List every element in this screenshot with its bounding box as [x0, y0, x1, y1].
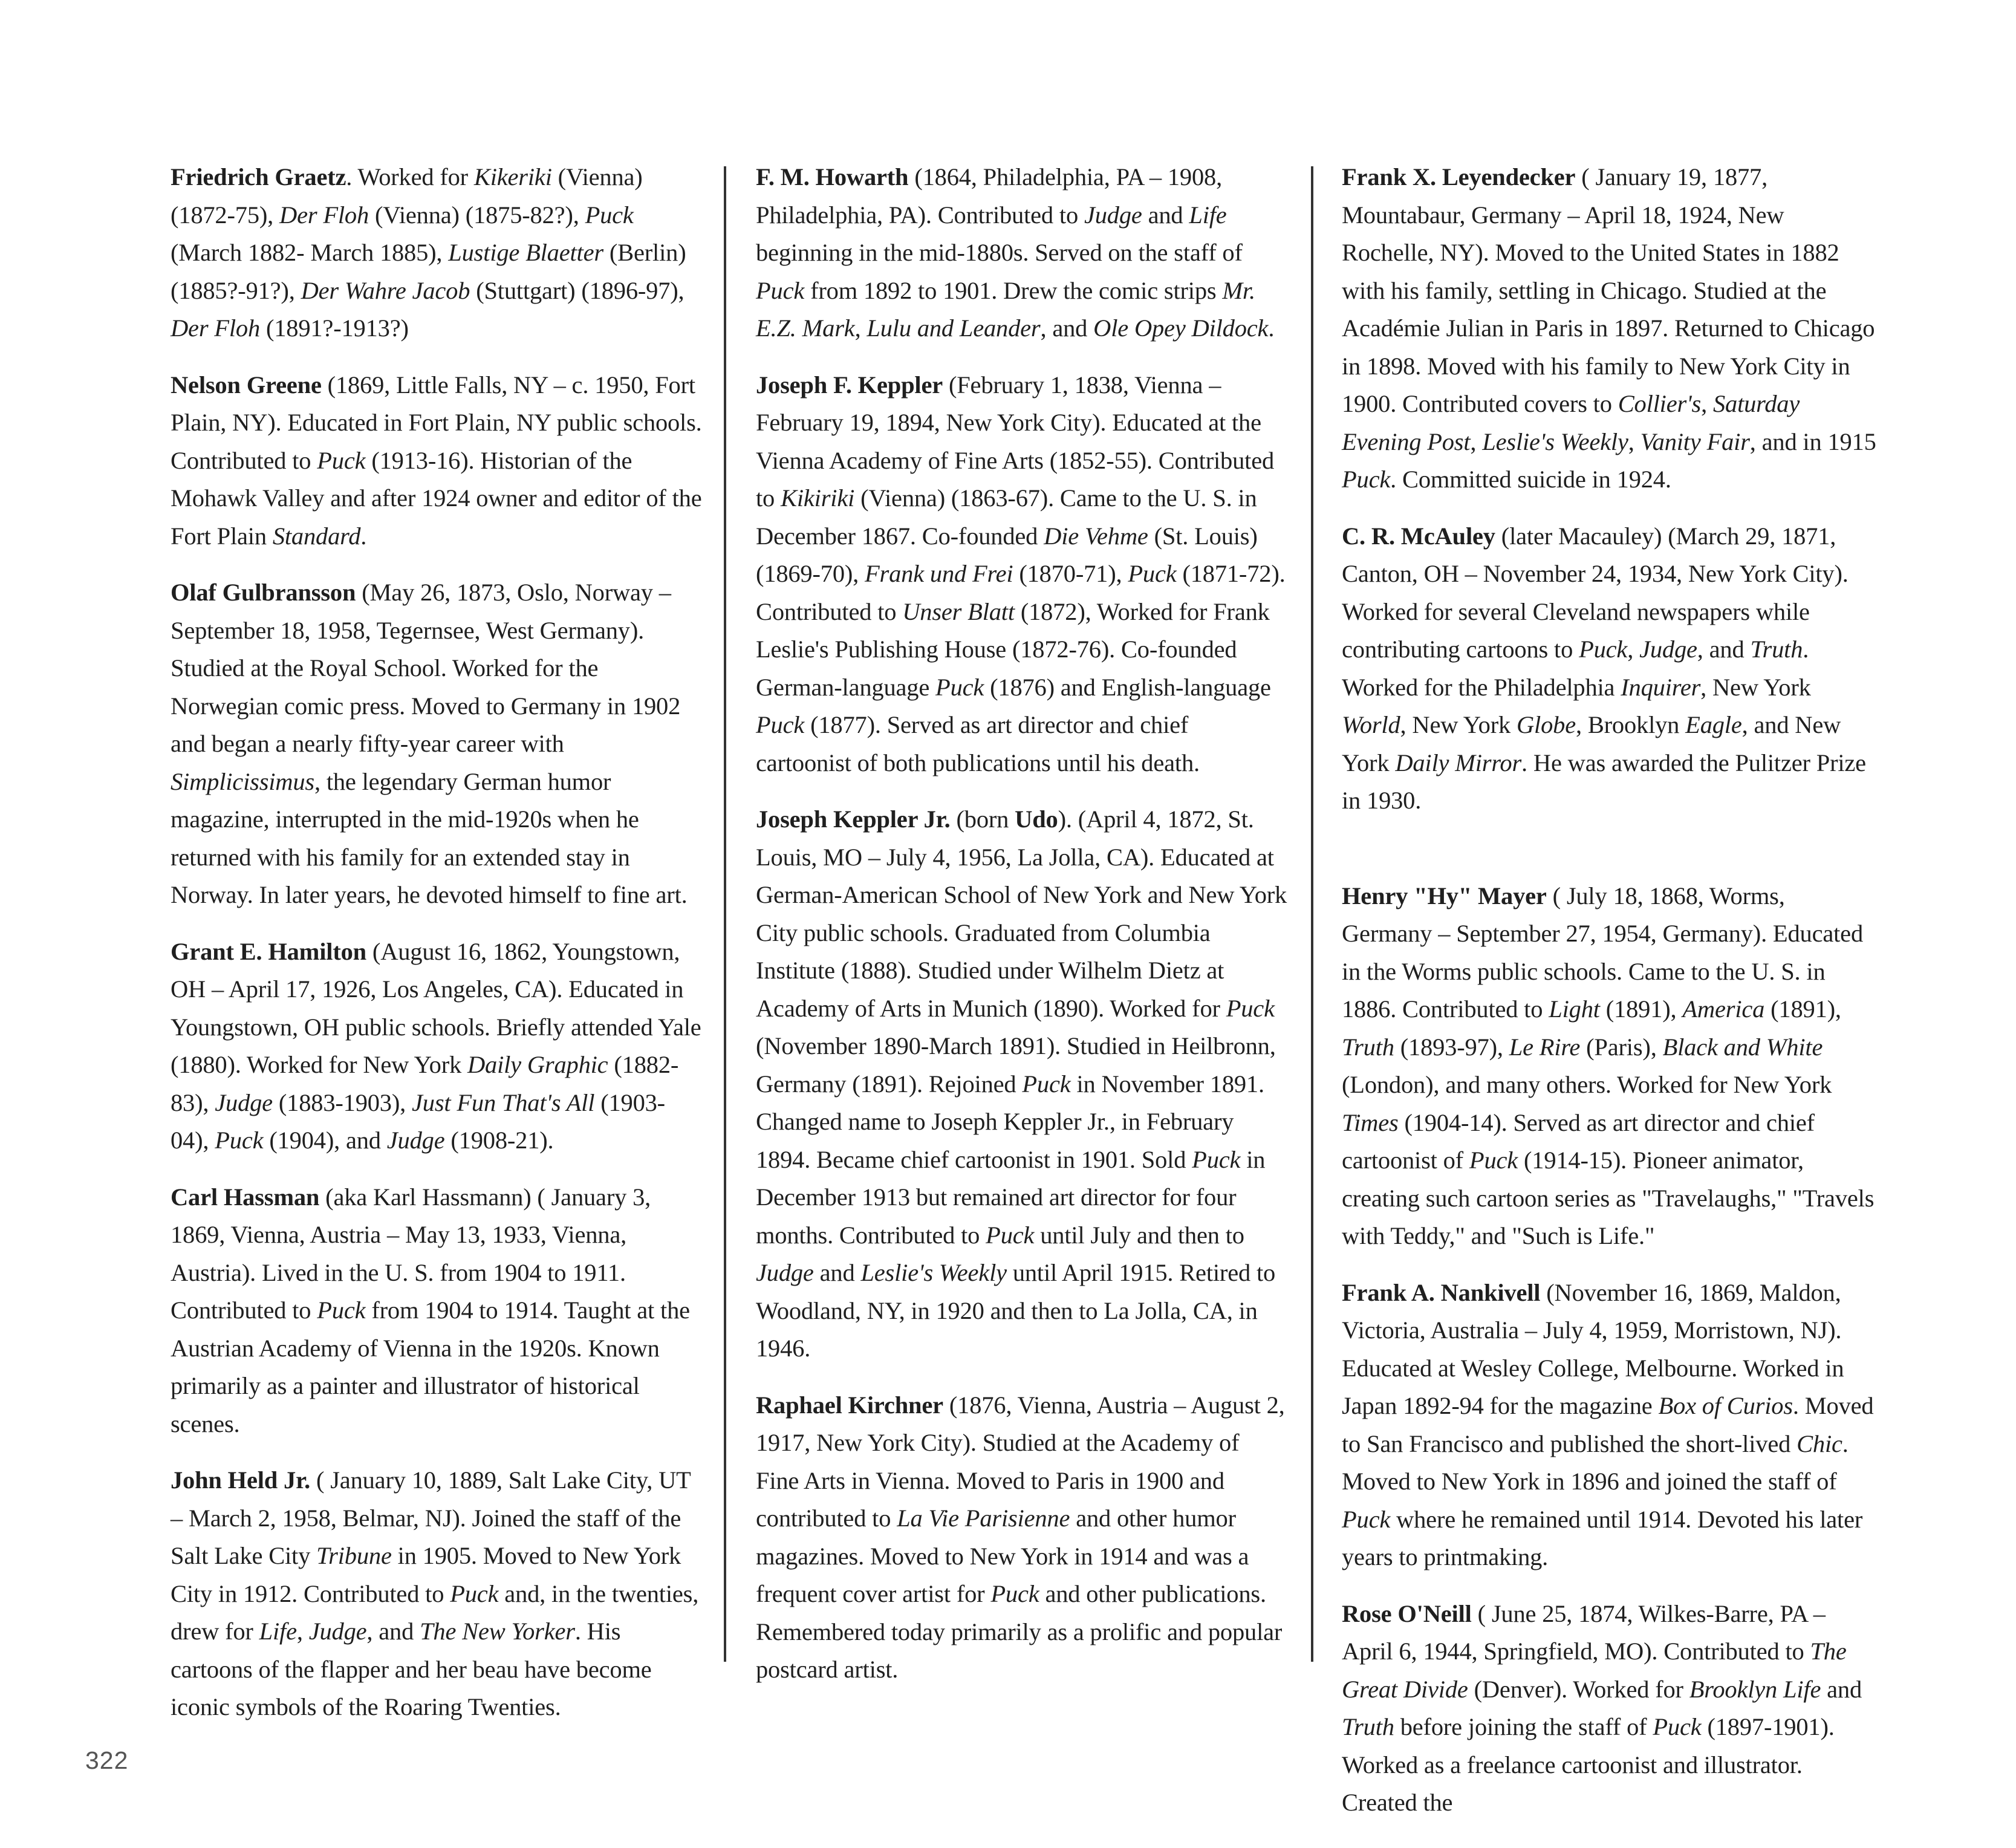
- entry-text: , and: [1040, 314, 1094, 342]
- entry-text: (1876, Vienna, Austria – August 2, 1917, New York City). Studied at the Academy of Fine Arts in Vienna. Moved to Paris in 1900 and contributed to: [756, 1391, 1285, 1532]
- biography-entry: [171, 933, 703, 1160]
- entry-text: ,: [1470, 428, 1483, 455]
- entry-name: Raphael Kirchner: [756, 1391, 943, 1419]
- biography-entry: [756, 801, 1288, 1368]
- biography-entry: [171, 1462, 703, 1726]
- entry-text: (London), and many others. Worked for New York: [1342, 1071, 1832, 1098]
- biography-entry: [756, 158, 1288, 348]
- entry-text: , and in 1915: [1749, 428, 1876, 455]
- publication-title: Puck: [1342, 466, 1391, 493]
- publication-title: Puck: [317, 1297, 366, 1324]
- publication-title: Standard: [272, 522, 361, 550]
- entry-text: (Vienna) (1872-75),: [171, 163, 643, 229]
- publication-title: Just Fun That's All: [412, 1088, 595, 1116]
- biography-entry: [756, 1387, 1288, 1689]
- publication-title: La Vie Parisienne: [897, 1505, 1070, 1532]
- entry-name: F. M. Howarth: [756, 163, 909, 190]
- entry-text: (May 26, 1873, Oslo, Norway – September 18, 1958, Tegernsee, West Germany). Studied at the Royal School. Worked for the Norwegian comic press. Moved to Germany in 1902 and began a nearly fifty-year career with: [171, 579, 681, 757]
- publication-title: Brooklyn Life: [1689, 1675, 1821, 1703]
- publication-title: Puck: [1653, 1713, 1702, 1740]
- publication-title: Der Floh: [279, 201, 369, 229]
- entry-text: from 1892 to 1901. Drew the comic strips: [804, 276, 1223, 304]
- entry-text: , New York: [1400, 711, 1517, 738]
- publication-title: Puck: [1022, 1070, 1071, 1098]
- entry-text: (1914-15). Pioneer animator, creating such cartoon series as "Travelaughs," "Travels with Teddy," and "Such is Life.": [1342, 1147, 1875, 1249]
- publication-title: America: [1682, 995, 1765, 1023]
- entry-text: .: [360, 522, 367, 550]
- publication-title: Black and White: [1662, 1033, 1823, 1061]
- entry-text: ( January 19, 1877, Mountabaur, Germany – April 18, 1924, New Rochelle, NY). Moved to the United States in 1882 with his family, settling in Chicago. Studied at the Académie Julian in Paris in 1897. Returned to Chicago in 1898. Moved with his family to New York City in 1900. Contributed covers to: [1342, 163, 1875, 417]
- entry-text: (1904-14). Served as art director and chief cartoonist of: [1342, 1108, 1815, 1174]
- text-column-1: [171, 158, 703, 1745]
- publication-title: Die Vehme: [1044, 522, 1148, 550]
- entry-text: until July and then to: [1034, 1221, 1244, 1249]
- entry-text: (Vienna) (1875-82?),: [369, 201, 585, 229]
- entry-text: ,: [1701, 390, 1713, 417]
- entry-text: (Stuttgart) (1896-97),: [470, 276, 684, 304]
- biography-entry: [171, 366, 703, 556]
- entry-text: (February 1, 1838, Vienna – February 19, 1894, New York City). Educated at the Vienna Academy of Fine Arts (1852-55). Contributed to: [756, 371, 1275, 512]
- entry-text: and other publications. Remembered today primarily as a prolific and popular postcard artist.: [756, 1580, 1283, 1683]
- entry-text: (November 1890-March 1891). Studied in Heilbronn, Germany (1891). Rejoined: [756, 1032, 1276, 1098]
- publication-title: Daily Graphic: [467, 1051, 608, 1078]
- entry-text: ,: [1627, 636, 1640, 663]
- publication-title: Puck: [1342, 1505, 1391, 1533]
- entry-text: , and: [1697, 636, 1751, 663]
- entry-text: ,: [854, 314, 867, 342]
- entry-text: and: [813, 1259, 861, 1286]
- entry-text: (1876) and English-language: [984, 673, 1271, 701]
- biography-entry: [1342, 1595, 1877, 1822]
- entry-text: ( July 18, 1868, Worms, Germany – September 27, 1954, Germany). Educated in the Worms public schools. Came to the U. S. in 1886. Contributed to: [1342, 882, 1864, 1023]
- entry-text: ( June 25, 1874, Wilkes-Barre, PA – April 6, 1944, Springfield, MO). Contributed to: [1342, 1599, 1826, 1665]
- publication-title: Leslie's Weekly: [860, 1259, 1007, 1286]
- publication-title: Collier's: [1618, 390, 1702, 417]
- entry-text: (Berlin) (1885?-91?),: [171, 239, 686, 304]
- page-number: 322: [85, 1746, 129, 1774]
- biography-entry: [1342, 839, 1877, 1255]
- publication-title: Life: [259, 1618, 297, 1645]
- entry-text: (St. Louis) (1869-70),: [756, 522, 1258, 587]
- entry-name: Joseph F. Keppler: [756, 371, 943, 399]
- publication-title: Unser Blatt: [902, 597, 1015, 625]
- entry-text: (1891),: [1764, 995, 1841, 1023]
- entry-text: before joining the staff of: [1394, 1713, 1653, 1740]
- text-column-2: [756, 158, 1288, 1708]
- entry-text: ). (April 4, 1872, St. Louis, MO – July 4, 1956, La Jolla, CA). Educated at German-American School of New York and New York City public schools. Graduated from Columbia Institute (1888). Studied under Wilhelm Dietz at Academy of Arts in Munich (1890). Worked for: [756, 805, 1287, 1022]
- paragraph-spacer: [1342, 839, 1877, 877]
- publication-title: The Great Divide: [1342, 1638, 1847, 1703]
- biography-entry: [171, 158, 703, 348]
- entry-text: (Denver). Worked for: [1468, 1675, 1689, 1703]
- entry-name: Henry "Hy" Mayer: [1342, 882, 1547, 909]
- publication-title: Truth: [1342, 1033, 1394, 1061]
- entry-text: and: [1142, 201, 1189, 229]
- publication-title: Life: [1189, 201, 1227, 229]
- publication-title: Puck: [1128, 560, 1177, 587]
- entry-text: where he remained until 1914. Devoted his later years to printmaking.: [1342, 1505, 1863, 1570]
- biography-entry: [171, 1179, 703, 1443]
- publication-title: Puck: [585, 201, 634, 229]
- publication-title: Judge: [1084, 201, 1142, 229]
- entry-text: . He was awarded the Pulitzer Prize in 1930.: [1342, 749, 1866, 814]
- entry-text: (1871-72). Contributed to: [756, 560, 1286, 625]
- entry-text: . Moved to New York in 1896 and joined the staff of: [1342, 1430, 1849, 1495]
- publication-title: Puck: [986, 1221, 1035, 1249]
- biography-entry: [756, 366, 1288, 782]
- entry-text: (1869, Little Falls, NY – c. 1950, Fort Plain, NY). Educated in Fort Plain, NY public schools. Contributed to: [171, 371, 702, 474]
- publication-title: Judge: [756, 1259, 814, 1286]
- entry-text: (1904), and: [263, 1127, 387, 1154]
- entry-name: Frank A. Nankivell: [1342, 1278, 1541, 1306]
- entry-text: (November 16, 1869, Maldon, Victoria, Australia – July 4, 1959, Morristown, NJ). Educated at Wesley College, Melbourne. Worked in Japan 1892-94 for the magazine: [1342, 1278, 1844, 1419]
- entry-text: (1882-83),: [171, 1051, 679, 1116]
- entry-text: (born: [950, 805, 1015, 833]
- publication-title: Judge: [215, 1088, 273, 1116]
- entry-text: ( January 10, 1889, Salt Lake City, UT – March 2, 1958, Belmar, NJ). Joined the staff of the Salt Lake City: [171, 1466, 691, 1569]
- entry-name: John Held Jr.: [171, 1466, 311, 1494]
- entry-text: .: [1268, 314, 1275, 342]
- publication-title: Puck: [450, 1580, 499, 1607]
- entry-text: (1877). Served as art director and chief cartoonist of both publications until his death.: [756, 711, 1200, 776]
- publication-title: Globe: [1517, 711, 1576, 738]
- entry-text: (1883-1903),: [272, 1088, 412, 1116]
- entry-text: (1893-97),: [1394, 1033, 1509, 1061]
- publication-title: Puck: [756, 276, 805, 304]
- publication-title: Mr. E.Z. Mark: [756, 276, 1255, 342]
- entry-text: in November 1891. Changed name to Joseph Keppler Jr., in February 1894. Became chief cartoonist in 1901. Sold: [756, 1070, 1264, 1173]
- entry-text: . Worked for: [346, 163, 474, 190]
- entry-text: (1913-16). Historian of the Mohawk Valley and after 1924 owner and editor of the Fort Plain: [171, 446, 702, 550]
- biography-entry: [171, 574, 703, 914]
- entry-text: (1903-04),: [171, 1088, 665, 1154]
- entry-name: Joseph Keppler Jr.: [756, 805, 951, 833]
- publication-title: Der Floh: [171, 314, 261, 342]
- publication-title: Eagle: [1685, 711, 1742, 738]
- entry-text: , Brooklyn: [1575, 711, 1686, 738]
- entry-text: and other humor magazines. Moved to New York in 1914 and was a frequent cover artist for: [756, 1505, 1249, 1607]
- publication-title: Ole Opey Dildock: [1093, 314, 1269, 342]
- publication-title: Le Rire: [1509, 1033, 1581, 1061]
- biography-entry: [1342, 518, 1877, 820]
- entry-text: (aka Karl Hassmann) ( January 3, 1869, Vienna, Austria – May 13, 1933, Vienna, Austria). Lived in the U. S. from 1904 to 1911. Contributed to: [171, 1183, 651, 1324]
- publication-title: Vanity Fair: [1640, 428, 1750, 455]
- publication-title: Simplicissimus: [171, 767, 314, 795]
- entry-text: (1870-71),: [1013, 560, 1128, 587]
- entry-text: ,: [296, 1618, 309, 1645]
- entry-text: , and New York: [1342, 711, 1841, 776]
- publication-title: Puck: [317, 446, 366, 474]
- publication-title: Times: [1342, 1108, 1399, 1136]
- publication-title: Judge: [386, 1127, 445, 1154]
- publication-title: Light: [1549, 995, 1600, 1023]
- entry-text: , and: [366, 1618, 420, 1645]
- biography-entry: [1342, 158, 1877, 499]
- publication-title: Judge: [308, 1618, 367, 1645]
- publication-title: Truth: [1750, 636, 1803, 663]
- publication-title: Box of Curios: [1658, 1392, 1793, 1419]
- publication-title: Saturday Evening Post: [1342, 390, 1800, 455]
- biography-entry: [1342, 1274, 1877, 1576]
- column-divider-2: [1311, 166, 1313, 1662]
- publication-title: Chic: [1797, 1430, 1842, 1457]
- entry-text: (Vienna) (1863-67). Came to the U. S. in December 1867. Co-founded: [756, 484, 1257, 550]
- publication-title: Puck: [1192, 1145, 1241, 1173]
- publication-title: The New Yorker: [420, 1618, 575, 1645]
- entry-text: from 1904 to 1914. Taught at the Austrian Academy of Vienna in the 1920s. Known primarily as a painter and illustrator of historical scenes.: [171, 1297, 690, 1437]
- entry-text: (later Macauley) (March 29, 1871, Canton, OH – November 24, 1934, New York City). Worked for several Cleveland newspapers while contributing cartoons to: [1342, 522, 1849, 663]
- entry-text: . Committed suicide in 1924.: [1390, 466, 1671, 493]
- entry-text: and, in the twenties, drew for: [171, 1580, 699, 1645]
- publication-title: Puck: [215, 1127, 264, 1154]
- publication-title: Puck: [990, 1580, 1039, 1607]
- publication-title: Tribune: [316, 1542, 392, 1569]
- publication-title: Judge: [1639, 636, 1697, 663]
- text-column-3: [1342, 158, 1877, 1841]
- entry-text: until April 1915. Retired to Woodland, NY, in 1920 and then to La Jolla, CA, in 1946.: [756, 1259, 1276, 1362]
- entry-text: . His cartoons of the flapper and her beau have become iconic symbols of the Roaring Twenties.: [171, 1618, 652, 1720]
- entry-text: in December 1913 but remained art director for four months. Contributed to: [756, 1145, 1266, 1249]
- entry-text: (March 1882- March 1885),: [171, 239, 449, 266]
- publication-title: Truth: [1342, 1713, 1394, 1740]
- publication-title: Puck: [1226, 994, 1275, 1022]
- entry-text: , the legendary German humor magazine, interrupted in the mid-1920s when he returned with his family for an extended stay in Norway. In later years, he devoted himself to fine art.: [171, 767, 688, 908]
- entry-text: beginning in the mid-1880s. Served on the staff of: [756, 239, 1243, 266]
- entry-text: (Paris),: [1580, 1033, 1663, 1061]
- entry-name: Rose O'Neill: [1342, 1599, 1472, 1627]
- publication-title: Kikeriki: [473, 163, 552, 190]
- entry-text: in 1905. Moved to New York City in 1912. Contributed to: [171, 1542, 681, 1607]
- entry-text: . Moved to San Francisco and published the short-lived: [1342, 1392, 1874, 1457]
- entry-name: Frank X. Leyendecker: [1342, 163, 1576, 190]
- entry-name: Grant E. Hamilton: [171, 937, 366, 965]
- entry-name: Nelson Greene: [171, 371, 322, 399]
- publication-title: Leslie's Weekly: [1482, 428, 1628, 455]
- publication-title: Frank und Frei: [865, 560, 1013, 587]
- entry-name: Friedrich Graetz: [171, 163, 346, 190]
- publication-title: Puck: [935, 673, 984, 701]
- publication-title: Kikiriki: [781, 484, 855, 512]
- publication-title: Puck: [1579, 636, 1628, 663]
- publication-title: Inquirer: [1621, 673, 1701, 701]
- publication-title: Puck: [756, 711, 805, 738]
- entry-text: ,: [1628, 428, 1640, 455]
- publication-title: Der Wahre Jacob: [301, 276, 470, 304]
- entry-name: Carl Hassman: [171, 1183, 320, 1211]
- publication-title: World: [1342, 711, 1400, 738]
- entry-text: . Worked for the Philadelphia: [1342, 636, 1809, 701]
- publication-title: Puck: [1469, 1147, 1518, 1174]
- entry-name: Udo: [1015, 805, 1058, 833]
- entry-text: (1897-1901). Worked as a freelance cartoonist and illustrator. Created the: [1342, 1713, 1835, 1816]
- column-divider-1: [724, 166, 726, 1662]
- entry-text: and: [1821, 1675, 1862, 1703]
- entry-text: (1891?-1913?): [260, 314, 409, 342]
- entry-text: (1872), Worked for Frank Leslie's Publishing House (1872-76). Co-founded German-language: [756, 597, 1270, 701]
- publication-title: Daily Mirror: [1395, 749, 1522, 776]
- publication-title: Lustige Blaetter: [448, 239, 603, 266]
- entry-text: (August 16, 1862, Youngstown, OH – April 17, 1926, Los Angeles, CA). Educated in Youngstown, OH public schools. Briefly attended Yale (1880). Worked for New York: [171, 937, 701, 1078]
- entry-text: , New York: [1700, 673, 1811, 701]
- entry-text: (1891),: [1599, 995, 1683, 1023]
- entry-text: (1864, Philadelphia, PA – 1908, Philadelphia, PA). Contributed to: [756, 163, 1223, 229]
- entry-name: Olaf Gulbransson: [171, 579, 356, 606]
- entry-name: C. R. McAuley: [1342, 522, 1495, 550]
- publication-title: Lulu and Leander: [867, 314, 1041, 342]
- entry-text: (1908-21).: [444, 1127, 554, 1154]
